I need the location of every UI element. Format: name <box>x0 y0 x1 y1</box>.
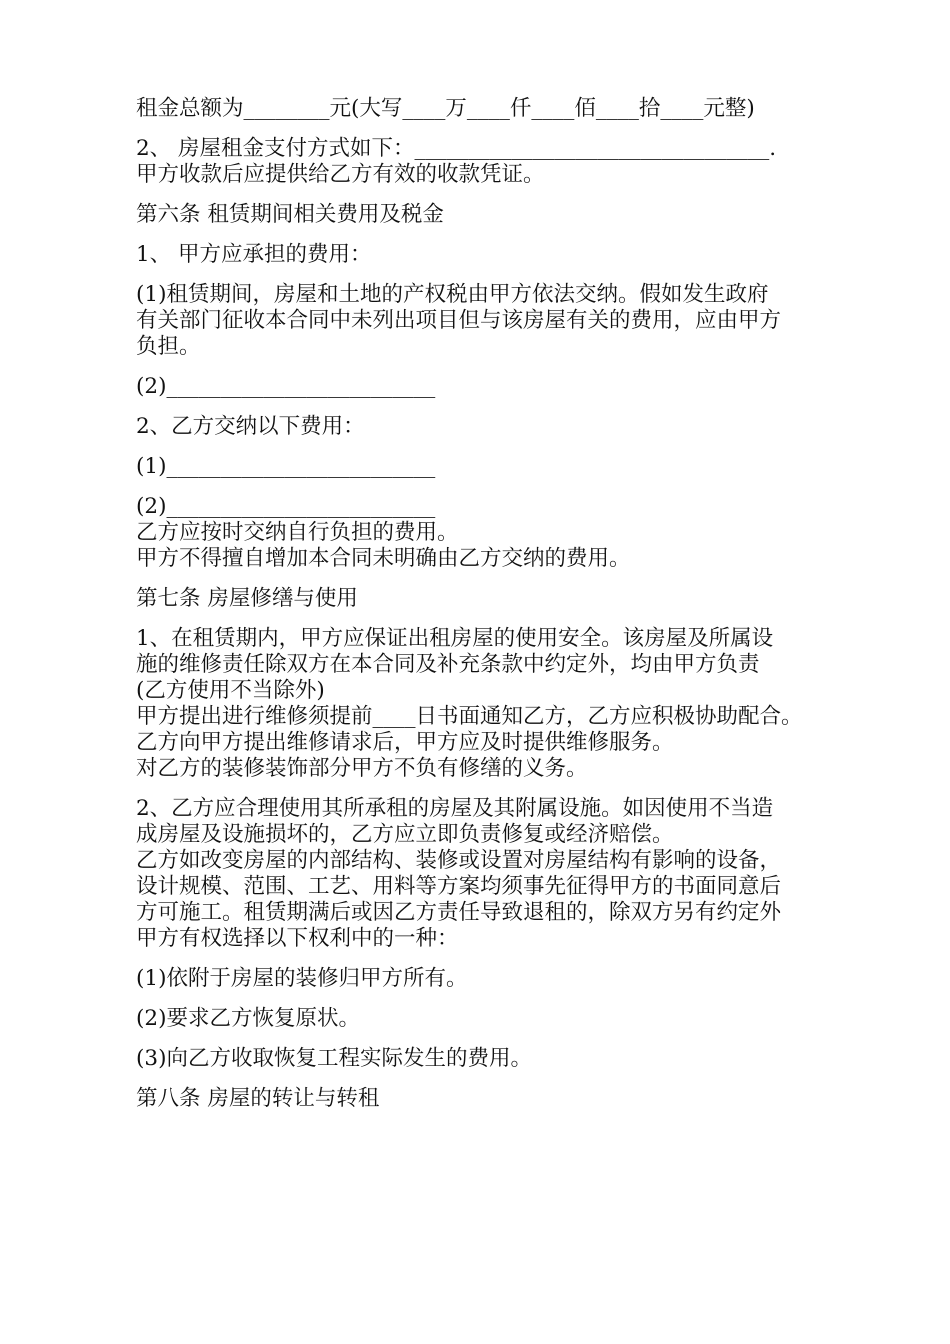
article-8-heading: 第八条 房屋的转让与转租 <box>136 1086 380 1111</box>
use-clause-2-line-6: 甲方有权选择以下权利中的一种： <box>136 926 459 951</box>
use-clause-2-line-3: 乙方如改变房屋的内部结构、装修或设置对房屋结构有影响的设备， <box>136 848 782 873</box>
party-b-fees-heading: 2、乙方交纳以下费用： <box>136 414 365 439</box>
repair-clause-1-line-5: 乙方向甲方提出维修请求后，甲方应及时提供维修服务。 <box>136 730 674 755</box>
article-7-heading: 第七条 房屋修缮与使用 <box>136 586 358 611</box>
repair-clause-1-line-2: 施的维修责任除双方在本合同及补充条款中约定外，均由甲方负责 <box>136 652 760 677</box>
repair-clause-1-line-1: 1、在租赁期内，甲方应保证出租房屋的使用安全。该房屋及所属设 <box>136 626 774 651</box>
option-1-line: (1)依附于房屋的装修归甲方所有。 <box>136 966 468 991</box>
use-clause-2-line-1: 2、乙方应合理使用其所承租的房屋及其附属设施。如因使用不当造 <box>136 796 774 821</box>
use-clause-2-line-5: 方可施工。租赁期满后或因乙方责任导致退租的，除双方另有约定外 <box>136 900 782 925</box>
document-body <box>136 96 836 1112</box>
option-3-line: (3)向乙方收取恢复工程实际发生的费用。 <box>136 1046 532 1071</box>
party-b-fee-1-blank: (1)_________________________ <box>136 454 436 479</box>
party-a-fee-1-line-3: 负担。 <box>136 334 201 359</box>
party-b-fee-2-blank: (2)_________________________ <box>136 494 436 519</box>
payment-method-line: 2、 房屋租金支付方式如下：_________________________________. <box>136 136 777 161</box>
party-a-fees-heading: 1、 甲方应承担的费用： <box>136 242 372 267</box>
use-clause-2-line-2: 成房屋及设施损坏的，乙方应立即负责修复或经济赔偿。 <box>136 822 674 847</box>
party-a-fee-2-blank: (2)_________________________ <box>136 374 436 399</box>
receipt-line: 甲方收款后应提供给乙方有效的收款凭证。 <box>136 162 545 187</box>
article-6-heading: 第六条 租赁期间相关费用及税金 <box>136 202 444 227</box>
party-a-fee-1-line-2: 有关部门征收本合同中未列出项目但与该房屋有关的费用，应由甲方 <box>136 308 782 333</box>
party-a-fee-1-line-1: (1)租赁期间，房屋和土地的产权税由甲方依法交纳。假如发生政府 <box>136 282 769 307</box>
rent-total-line: 租金总额为________元(大写____万____仟____佰____拾____元整) <box>136 96 755 121</box>
option-2-line: (2)要求乙方恢复原状。 <box>136 1006 360 1031</box>
use-clause-2-line-4: 设计规模、范围、工艺、用料等方案均须事先征得甲方的书面同意后 <box>136 874 782 899</box>
repair-clause-1-line-6: 对乙方的装修装饰部分甲方不负有修缮的义务。 <box>136 756 588 781</box>
repair-clause-1-line-3: (乙方使用不当除外) <box>136 678 325 703</box>
party-b-pay-on-time: 乙方应按时交纳自行负担的费用。 <box>136 520 459 545</box>
repair-clause-1-line-4: 甲方提出进行维修须提前____日书面通知乙方，乙方应积极协助配合。 <box>136 704 803 729</box>
party-a-no-extra-fees: 甲方不得擅自增加本合同未明确由乙方交纳的费用。 <box>136 546 631 571</box>
